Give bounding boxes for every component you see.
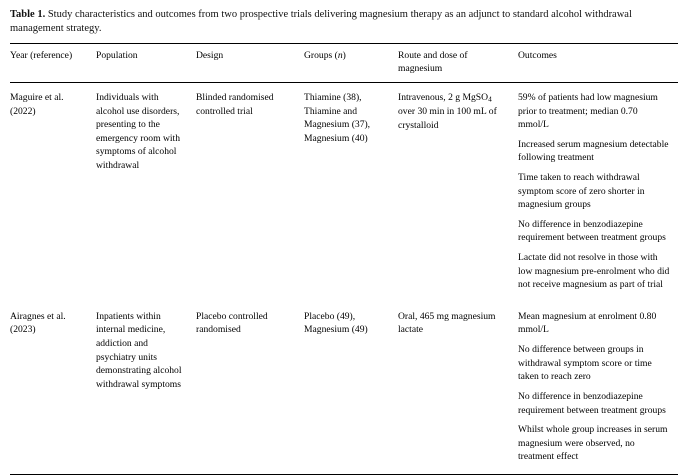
column-header-design: Design (196, 49, 224, 61)
cell-outcomes (518, 82, 678, 301)
cell-population: Inpatients within internal medicine, addiction and psychiatry units demonstrating alcohol withdrawal symptoms (96, 310, 182, 390)
outcome-item: Time taken to reach withdrawal symptom score of zero shorter in magnesium groups (518, 171, 645, 211)
cell-year: Airagnes et al. (2023) (10, 310, 66, 336)
table-caption-label: Table 1. (10, 9, 46, 20)
column-header-outcomes: Outcomes (518, 49, 557, 61)
outcome-item: Increased serum magnesium detectable following treatment (518, 138, 669, 164)
cell-population: Individuals with alcohol use disorders, presenting to the emergency room with symptoms of alcohol withdrawal (96, 91, 181, 171)
study-characteristics-table (10, 43, 678, 475)
cell-route (398, 302, 518, 475)
outcome-item: 59% of patients had low magnesium prior to treatment; median 0.70 mmol/L (518, 91, 658, 131)
outcome-item: No difference between groups in withdrawal symptom score or time taken to reach zero (518, 344, 652, 383)
outcome-item: Mean magnesium at enrolment 0.80 mmol/L (518, 310, 657, 336)
outcome-item: Whilst whole group increases in serum magnesium were observed, no treatment effect (518, 424, 668, 463)
table-caption (10, 8, 678, 36)
route-text-before: Oral, 465 mg magnesium lactate (398, 310, 496, 336)
cell-outcomes (518, 302, 678, 475)
table-caption-text: Study characteristics and outcomes from two prospective trials delivering magnesium therapy as an adjunct to standard alcohol withdrawal management strategy. (10, 9, 632, 34)
cell-route (398, 82, 518, 301)
outcome-item: No difference in benzodiazepine requirement between treatment groups (518, 390, 666, 416)
cell-design: Blinded randomised controlled trial (196, 91, 274, 117)
outcome-item: No difference in benzodiazepine requirement between treatment groups (518, 218, 666, 244)
cell-groups: Placebo (49), Magnesium (49) (304, 310, 368, 336)
table-row (10, 302, 678, 475)
route-subscript: 4 (488, 94, 492, 104)
column-header-population: Population (96, 49, 138, 61)
column-header-route: Route and dose of magnesium (398, 49, 468, 75)
table-head (10, 43, 678, 82)
cell-groups: Thiamine (38), Thiamine and Magnesium (37), Magnesium (40) (304, 91, 371, 144)
column-header-year: Year (reference) (10, 49, 73, 61)
table-header-row (10, 43, 678, 82)
column-header-groups: Groups (n) (304, 49, 346, 61)
outcome-item: Lactate did not resolve in those with low magnesium pre-enrolment who did not receive magnesium as part of trial (518, 252, 670, 291)
cell-year: Maguire et al. (2022) (10, 91, 64, 117)
route-text-before: Intravenous, 2 g MgSO (398, 91, 489, 103)
route-text-after: over 30 min in 100 mL of crystalloid (398, 106, 497, 131)
cell-design: Placebo controlled randomised (196, 310, 268, 336)
table-body (10, 82, 678, 474)
table-row (10, 82, 678, 301)
